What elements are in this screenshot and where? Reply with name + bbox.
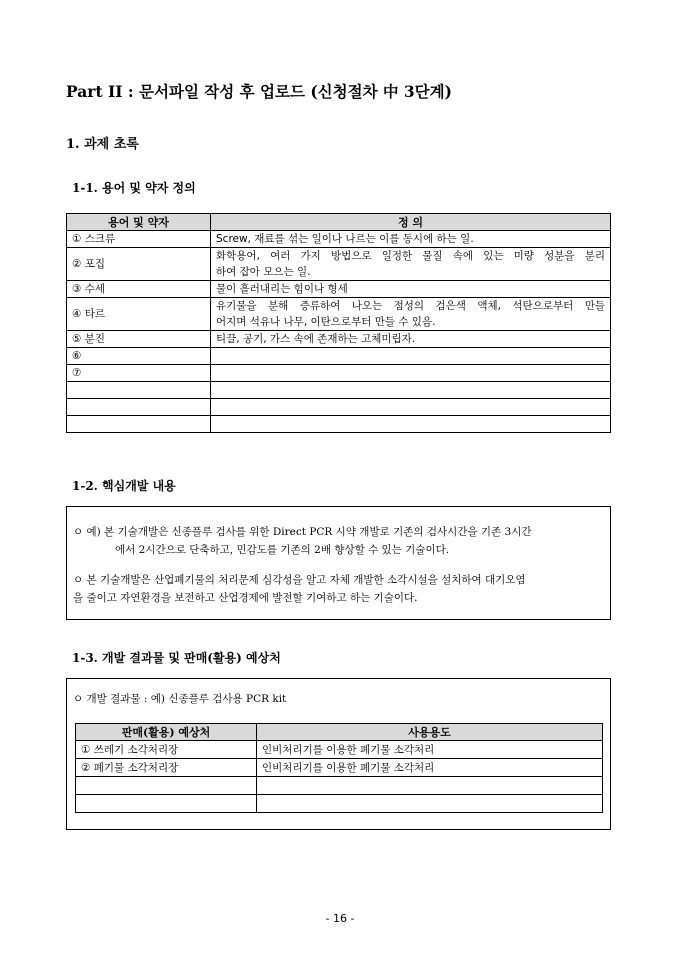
- table-row: [67, 382, 611, 399]
- core-paragraph-1: [73, 523, 604, 559]
- term-cell: ④ 타르: [67, 298, 211, 331]
- result-table-header: [76, 724, 603, 741]
- definition-line-2: 어지며 석유나 나무, 이탄으로부터 만들 수 있음.: [216, 316, 436, 328]
- core-development-box: [66, 506, 611, 620]
- definition-cell: [211, 248, 611, 281]
- definition-cell: 물이 흘러내리는 힘이나 형세: [211, 281, 611, 298]
- definition-header: 정 의: [211, 214, 611, 231]
- terms-table: [66, 213, 611, 433]
- table-row: [67, 416, 611, 433]
- term-cell: ③ 수세: [67, 281, 211, 298]
- core-paragraph-1-line-1: ㅇ 예) 본 기술개발은 신종플루 검사를 위한 Direct PCR 시약 개발로 기존의 검사시간을 기존 3시간: [73, 526, 532, 538]
- table-row: [76, 777, 603, 795]
- place-cell: [76, 795, 257, 813]
- term-cell: ② 포집: [67, 248, 211, 281]
- term-cell: [67, 399, 211, 416]
- table-row: [67, 365, 611, 382]
- core-paragraph-2-line-2: 을 줄이고 자연환경을 보전하고 산업경제에 발전할 기여하고 하는 기술이다.: [73, 592, 418, 604]
- use-cell: [257, 777, 603, 795]
- page-number: - 16 -: [325, 912, 355, 925]
- table-row: [67, 348, 611, 365]
- result-line: ㅇ 개발 결과물 : 예) 신종플루 검사용 PCR kit: [73, 693, 287, 705]
- term-cell: [67, 382, 211, 399]
- definition-cell: Screw, 재료를 섞는 일이나 나르는 이를 동시에 하는 일.: [211, 231, 611, 248]
- section-1-title: 1. 과제 초록: [66, 137, 139, 152]
- table-row: [76, 741, 603, 759]
- table-row: [67, 248, 611, 281]
- table-row: [67, 231, 611, 248]
- table-row: [67, 298, 611, 331]
- use-cell: [257, 795, 603, 813]
- result-box: [66, 678, 611, 830]
- use-cell: 인비처리기를 이용한 폐기물 소각처리: [257, 741, 603, 759]
- place-cell: ① 쓰레기 소각처리장: [76, 741, 257, 759]
- section-1-3-title: 1-3. 개발 결과물 및 판매(활용) 예상처: [72, 651, 281, 665]
- definition-cell: [211, 382, 611, 399]
- table-row: [67, 331, 611, 348]
- place-header: 판매(활용) 예상처: [76, 724, 257, 741]
- place-cell: [76, 777, 257, 795]
- definition-line-1: 유기물을 분해 증류하여 나오는 점성의 검은색 액체, 석탄으로부터 만들: [216, 300, 605, 312]
- definition-cell: 티끌, 공기, 가스 속에 존재하는 고체미립자.: [211, 331, 611, 348]
- term-cell: ⑥: [67, 348, 211, 365]
- definition-cell: [211, 399, 611, 416]
- core-paragraph-2-line-1: ㅇ 본 기술개발은 산업폐기물의 처리문제 심각성을 알고 자체 개발한 소각시설을 설치하여 대기오염: [73, 574, 526, 586]
- use-cell: 인비처리기를 이용한 폐기물 소각처리: [257, 759, 603, 777]
- terms-table-header: [67, 214, 611, 231]
- core-paragraph-2: [73, 571, 604, 607]
- definition-cell: [211, 416, 611, 433]
- result-table: [75, 723, 603, 813]
- table-row: [67, 281, 611, 298]
- definition-line-2: 하여 잡아 모으는 일.: [216, 266, 311, 278]
- section-1-2-title: 1-2. 핵심개발 내용: [72, 479, 176, 493]
- part-title: Part II : 문서파일 작성 후 업로드 (신청절차 中 3단계): [66, 82, 452, 101]
- term-header: 용어 및 약자: [67, 214, 211, 231]
- use-header: 사용용도: [257, 724, 603, 741]
- table-row: [67, 399, 611, 416]
- term-cell: ⑦: [67, 365, 211, 382]
- place-cell: ② 폐기물 소각처리장: [76, 759, 257, 777]
- definition-line-1: 화학용어, 여러 가지 방법으로 일정한 물질 속에 있는 미량 성분을 분리: [216, 250, 605, 262]
- section-1-1-title: 1-1. 용어 및 약자 정의: [72, 181, 196, 195]
- definition-cell: [211, 298, 611, 331]
- core-paragraph-1-line-2: 에서 2시간으로 단축하고, 민감도를 기존의 2배 향상할 수 있는 기술이다.: [115, 544, 450, 556]
- term-cell: ① 스크류: [67, 231, 211, 248]
- table-row: [76, 759, 603, 777]
- definition-cell: [211, 348, 611, 365]
- table-row: [76, 795, 603, 813]
- term-cell: ⑤ 분진: [67, 331, 211, 348]
- definition-cell: [211, 365, 611, 382]
- term-cell: [67, 416, 211, 433]
